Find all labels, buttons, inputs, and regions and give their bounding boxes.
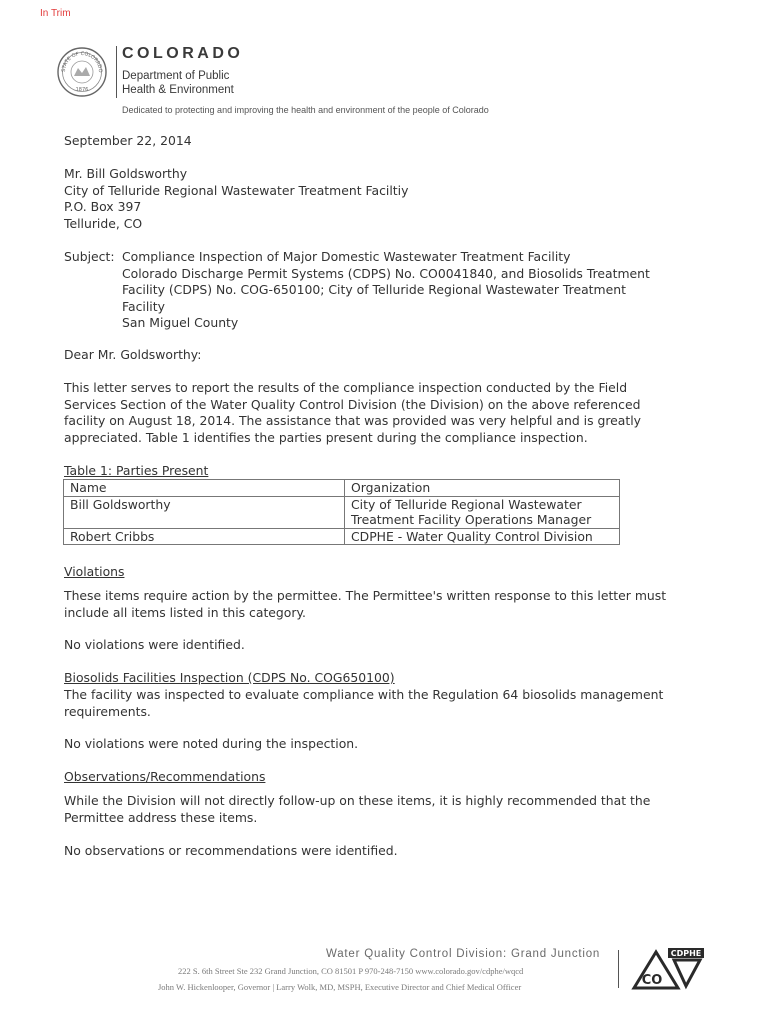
footer-officials: John W. Hickenlooper, Governor | Larry Wolk, MD, MSPH, Executive Director and Chief Medical Officer bbox=[158, 982, 522, 992]
logo-cdphe-text: CDPHE bbox=[670, 949, 702, 958]
observations-result: No observations or recommendations were identified. bbox=[64, 843, 398, 858]
biosolids-result: No violations were noted during the inspection. bbox=[64, 736, 359, 751]
salutation: Dear Mr. Goldsworthy: bbox=[64, 347, 202, 362]
in-trim-annotation: In Trim bbox=[40, 8, 71, 19]
recipient-line: P.O. Box 397 bbox=[64, 199, 142, 214]
biosolids-heading: Biosolids Facilities Inspection (CDPS No. COG650100) bbox=[64, 670, 395, 685]
recipient-address bbox=[64, 166, 684, 232]
table-header-name: Name bbox=[64, 480, 345, 497]
letter-date: September 22, 2014 bbox=[64, 133, 192, 148]
state-name: COLORADO bbox=[122, 45, 244, 62]
table-header-organization: Organization bbox=[345, 480, 620, 497]
seal-text: STATE OF COLORADO bbox=[60, 50, 104, 73]
intro-paragraph: This letter serves to report the results of the compliance inspection conducted by the Field Services Section of the Water Quality Control Division (the Division) on the above referenced facility on August 18, 2014. The assistance that was provided was very helpful and is greatly appreciated. Table 1 identifies the parties present during the compliance inspection. bbox=[64, 380, 642, 445]
observations-text: While the Division will not directly follow-up on these items, it is highly recommended that the Permittee address these items. bbox=[64, 793, 651, 825]
table-row bbox=[64, 496, 620, 528]
table-cell-name: Robert Cribbs bbox=[64, 528, 345, 545]
subject-line: Colorado Discharge Permit Systems (CDPS) No. CO0041840, and Biosolids Treatment bbox=[122, 265, 650, 281]
recipient-line: City of Telluride Regional Wastewater Treatment Faciltiy bbox=[64, 182, 409, 198]
footer-division: Water Quality Control Division: Grand Junction bbox=[326, 948, 601, 960]
table-cell-organization: City of Telluride Regional Wastewater Treatment Facility Operations Manager bbox=[345, 496, 620, 528]
table-row bbox=[64, 528, 620, 545]
subject-line: San Miguel County bbox=[122, 315, 239, 330]
seal-year: 1876 bbox=[75, 87, 89, 93]
subject-label: Subject: bbox=[64, 249, 115, 264]
tagline: Dedicated to protecting and improving the health and environment of the people of Colorado bbox=[122, 105, 489, 115]
observations-heading: Observations/Recommendations bbox=[64, 769, 266, 784]
footer-address: 222 S. 6th Street Ste 232 Grand Junction, CO 81501 P 970-248-7150 www.colorado.gov/cdphe/wqcd bbox=[178, 966, 524, 976]
recipient-line: Telluride, CO bbox=[64, 215, 143, 231]
department-name bbox=[122, 69, 234, 97]
subject-line: Compliance Inspection of Major Domestic Wastewater Treatment Facility bbox=[122, 249, 571, 264]
table-header-row bbox=[64, 480, 620, 497]
footer-divider bbox=[618, 950, 619, 988]
table-cell-name: Bill Goldsworthy bbox=[64, 496, 345, 528]
violations-heading: Violations bbox=[64, 564, 125, 579]
parties-table bbox=[63, 479, 620, 545]
department-line-2: Health & Environment bbox=[122, 84, 234, 96]
subject-line: Facility bbox=[122, 298, 165, 314]
subject-line: Facility (CDPS) No. COG-650100; City of Telluride Regional Wastewater Treatment bbox=[122, 282, 626, 297]
colorado-state-seal-icon bbox=[56, 46, 108, 98]
biosolids-text: The facility was inspected to evaluate compliance with the Regulation 64 biosolids management requirements. bbox=[64, 687, 664, 719]
subject-body bbox=[122, 249, 662, 332]
svg-text:STATE OF COLORADO bbox=[61, 51, 103, 73]
header-divider bbox=[116, 46, 117, 98]
recipient-line: Mr. Bill Goldsworthy bbox=[64, 166, 188, 181]
violations-text: These items require action by the permittee. The Permittee's written response to this letter must include all items listed in this category. bbox=[64, 588, 667, 620]
department-line-1: Department of Public bbox=[122, 70, 230, 82]
logo-co-text: CO bbox=[641, 973, 663, 988]
cdphe-logo-icon bbox=[630, 946, 706, 992]
table-cell-organization: CDPHE - Water Quality Control Division bbox=[345, 528, 620, 545]
violations-result: No violations were identified. bbox=[64, 637, 245, 652]
table-caption: Table 1: Parties Present bbox=[64, 463, 209, 478]
